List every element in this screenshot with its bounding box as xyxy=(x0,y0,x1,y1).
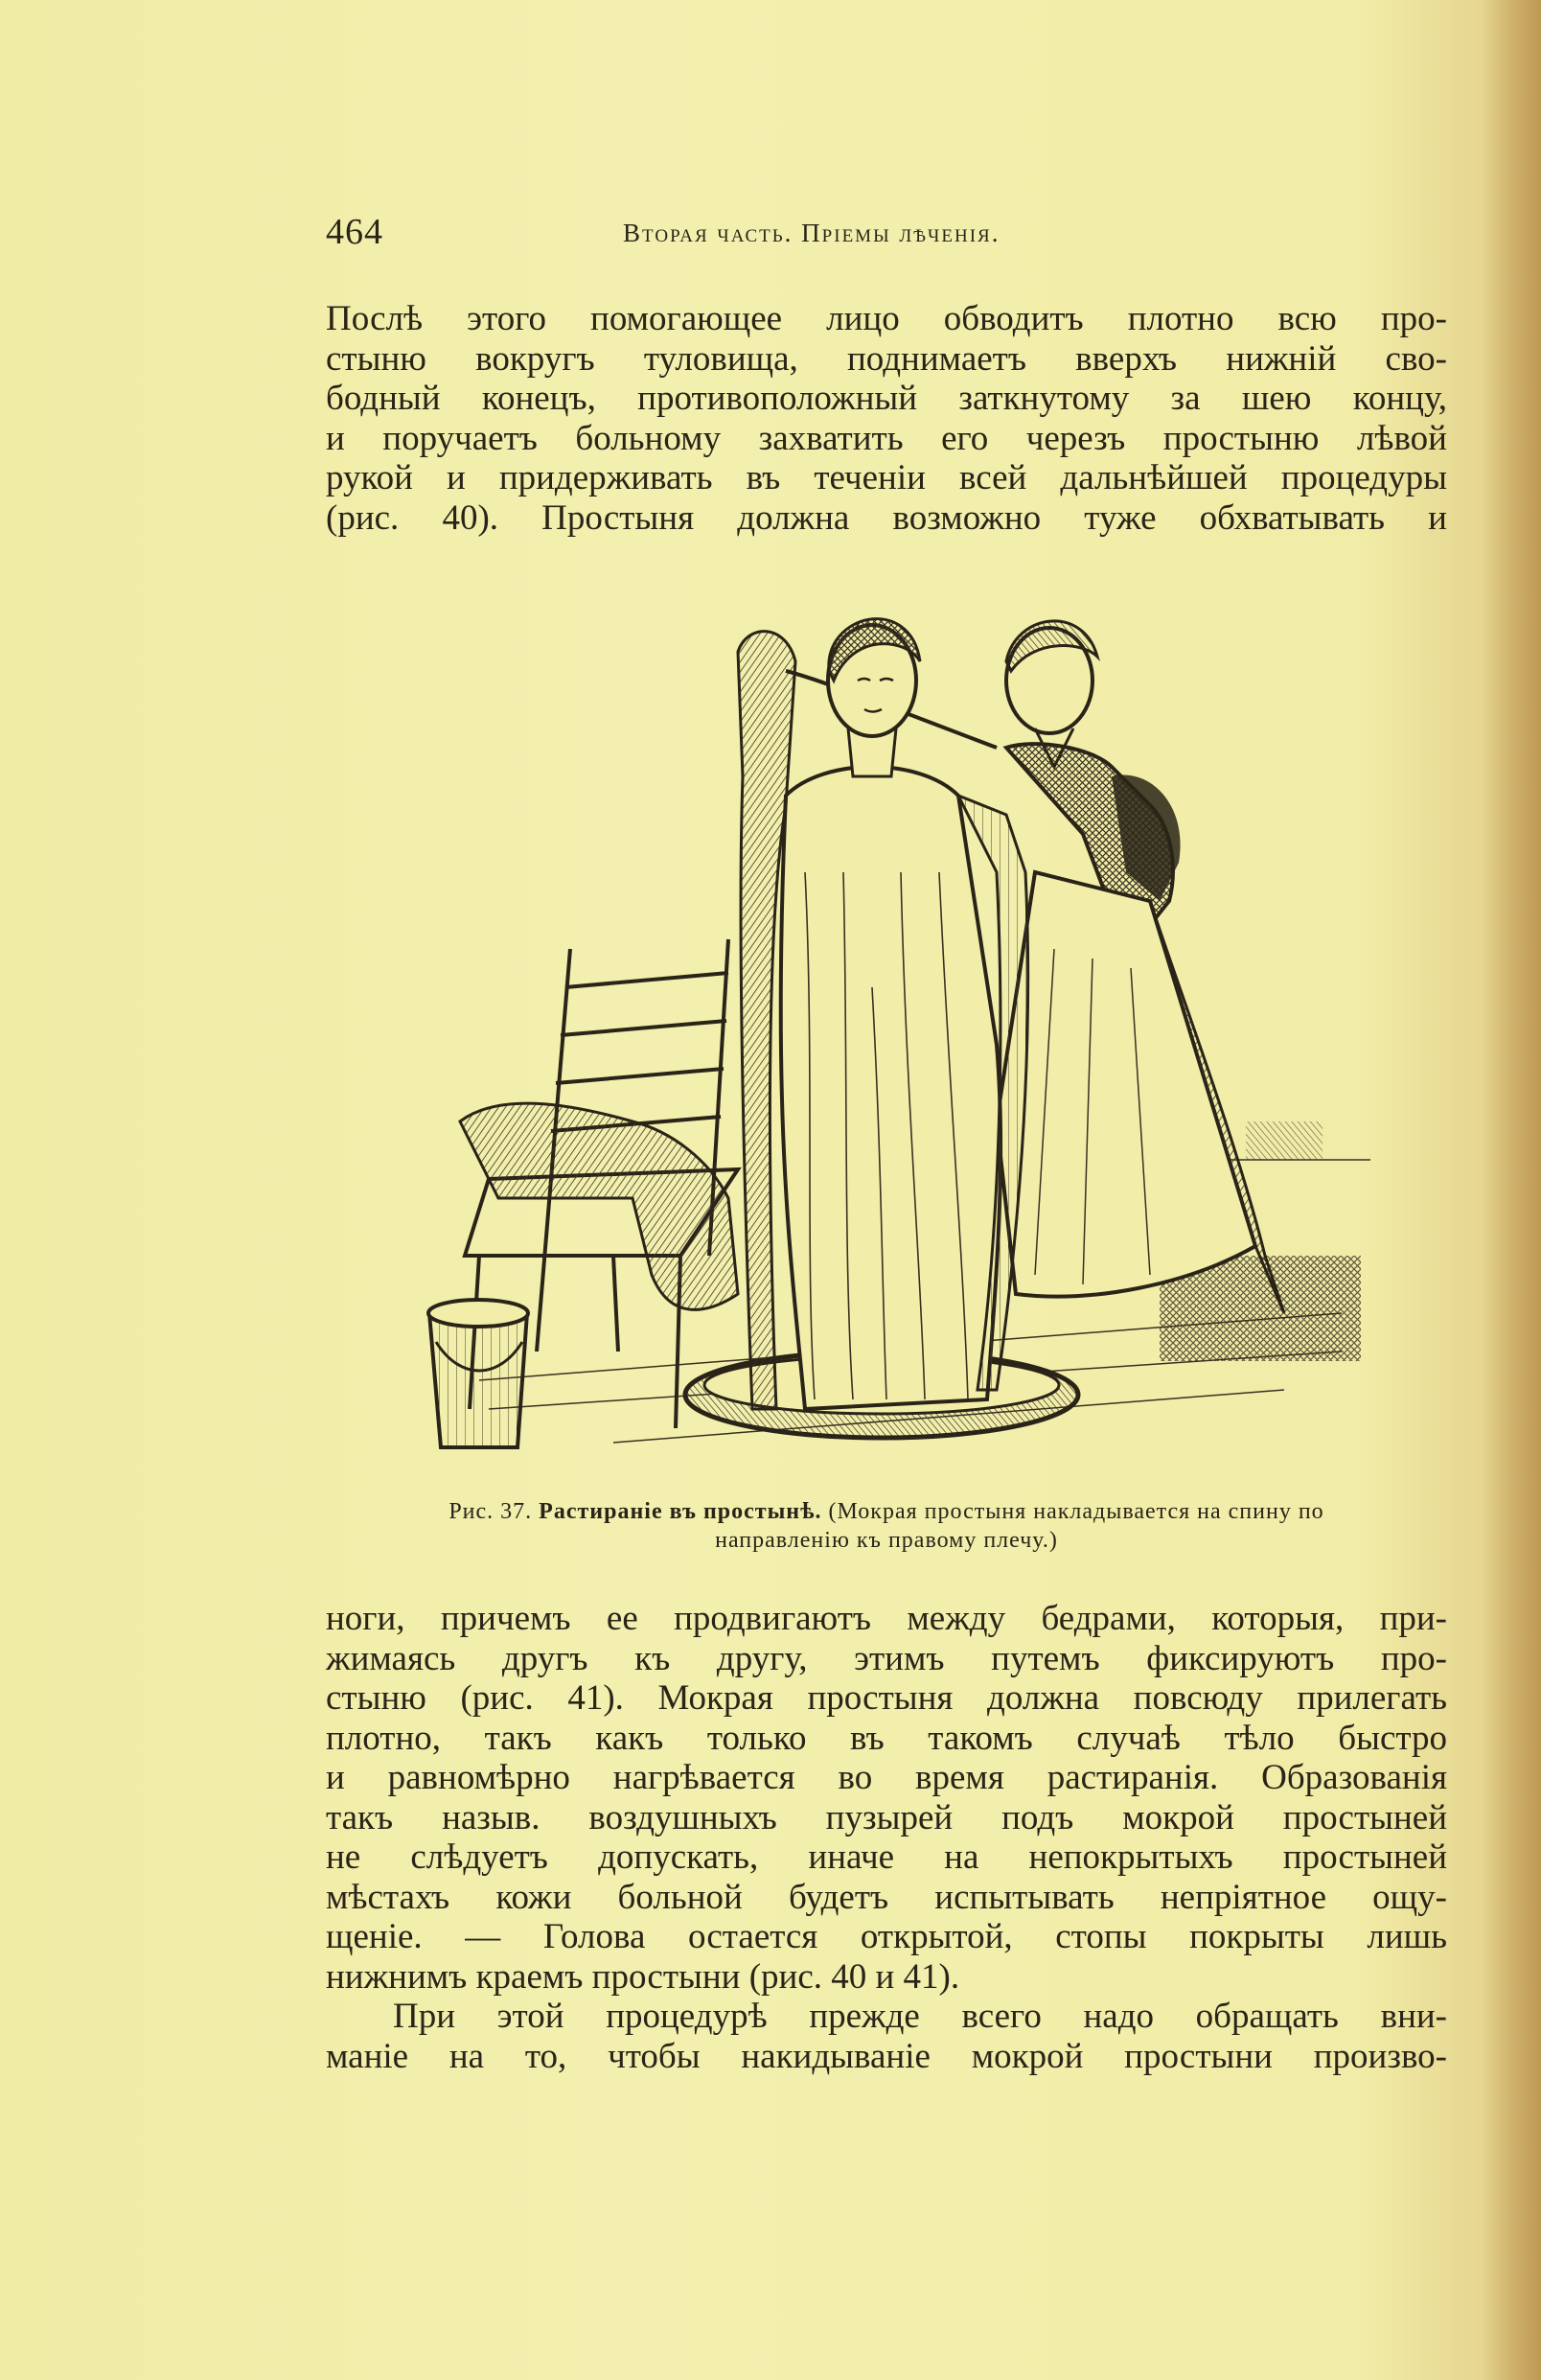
text-line: щенiе. — Голова остается открытой, стопы покрыты лишь xyxy=(326,1917,1447,1956)
engraving-rubbing-in-sheet xyxy=(422,585,1380,1476)
caption-title: Растиранiе въ простынѣ. xyxy=(539,1499,822,1524)
text-line: рукой и придерживать въ теченiи всей дальнѣйшей процедуры xyxy=(326,458,1447,497)
paragraph-2 xyxy=(326,1599,1447,2076)
running-head-title: Вторая часть. Прiемы лѣченiя. xyxy=(623,219,1000,247)
text-line: манiе на то, чтобы накидыванiе мокрой простыни произво- xyxy=(326,2036,1447,2076)
text-line: нижнимъ краемъ простыни (рис. 40 и 41). xyxy=(326,1956,960,1997)
text-line: (рис. 40). Простыня должна возможно туже обхватывать и xyxy=(326,497,1447,538)
running-head xyxy=(326,211,1447,259)
text-line: мѣстахъ кожи больной будетъ испытывать непрiятное ощу- xyxy=(326,1877,1447,1917)
text-line: и равномѣрно нагрѣвается во время растиранiя. Образованiя xyxy=(326,1758,1447,1797)
text-line: не слѣдуетъ допускать, иначе на непокрытыхъ простыней xyxy=(326,1837,1447,1877)
text-line: ноги, причемъ ее продвигаютъ между бедрами, которыя, при- xyxy=(326,1599,1447,1638)
caption-label: Рис. 37. xyxy=(448,1499,533,1524)
text-line: жимаясь другъ къ другу, этимъ путемъ фиксируютъ про- xyxy=(326,1638,1447,1678)
caption-text: (Мокрая простыня накладывается на спину по xyxy=(828,1499,1324,1524)
text-line: такъ назыв. воздушныхъ пузырей подъ мокрой простыней xyxy=(326,1797,1447,1837)
page-number: 464 xyxy=(326,212,383,252)
figure-caption xyxy=(326,1497,1447,1555)
text-line: При этой процедурѣ прежде всего надо обращать вни- xyxy=(393,1997,1447,2036)
text-line: стыню вокругъ туловища, поднимаетъ вверхъ нижнiй сво- xyxy=(326,338,1447,379)
paragraph-1 xyxy=(326,299,1447,538)
text-line: Послѣ этого помогающее лицо обводитъ плотно всю про- xyxy=(326,299,1447,338)
figure-illustration xyxy=(422,585,1380,1476)
caption-text-continuation: направленiю къ правому плечу.) xyxy=(715,1528,1058,1553)
text-line: плотно, такъ какъ только въ такомъ случаѣ тѣло быстро xyxy=(326,1718,1447,1758)
page-edge-shadow xyxy=(1484,0,1541,2380)
text-line: и поручаетъ больному захватить его черезъ простыню лѣвой xyxy=(326,418,1447,458)
text-line: бодный конецъ, противоположный заткнутому за шею концу, xyxy=(326,379,1447,418)
text-line: стыню (рис. 41). Мокрая простыня должна повсюду прилегать xyxy=(326,1678,1447,1718)
